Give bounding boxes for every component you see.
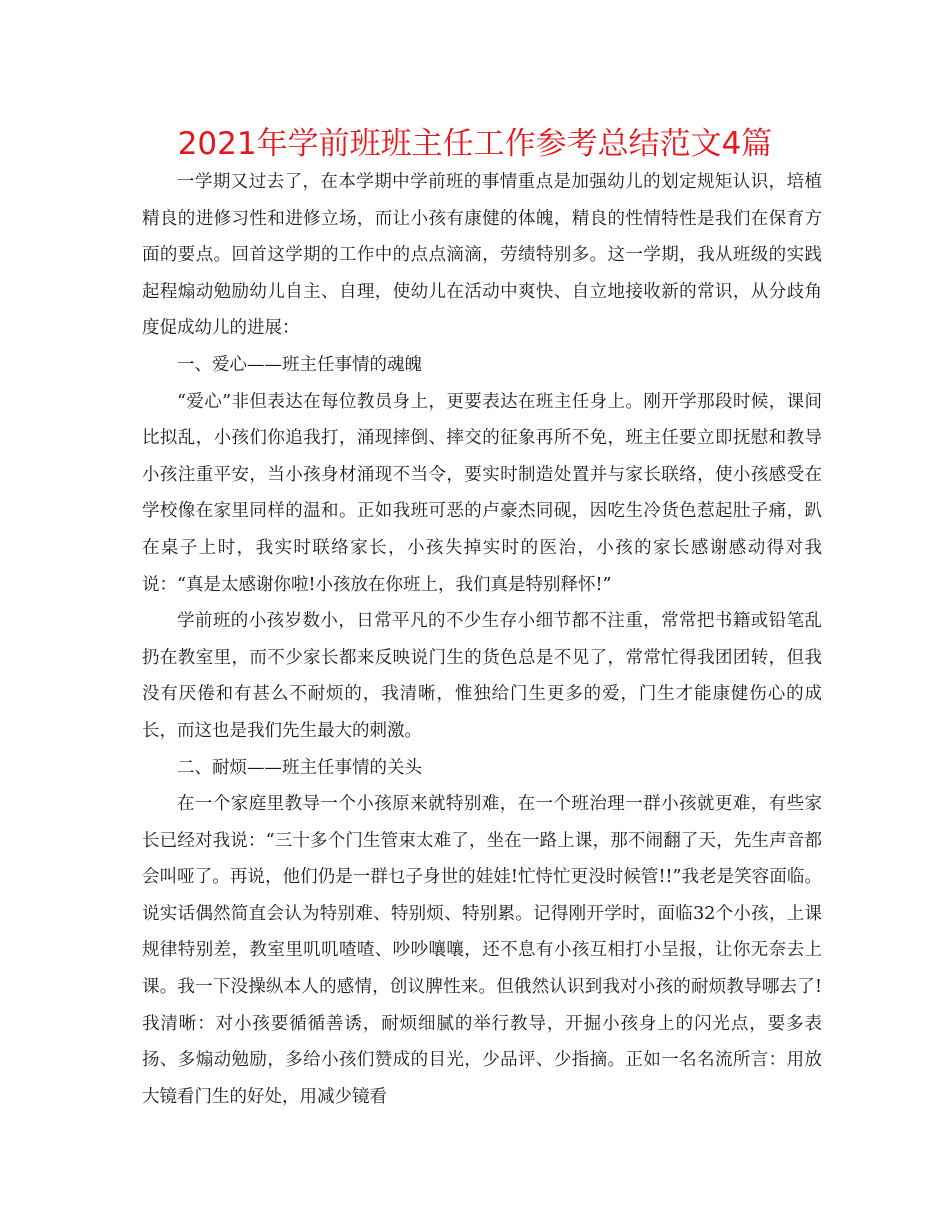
document-body xyxy=(142,164,822,1115)
paragraph-intro: 一学期又过去了，在本学期中学前班的事情重点是加强幼儿的划定规矩认识，培植精良的进修习性和进修立场，而让小孩有康健的体魄，精良的性情特性是我们在保育方面的要点。回首这学期的工作中的点点滴滴，劳绩特别多。这一学期，我从班级的实践起程煽动勉励幼儿自主、自理，使幼儿在活动中爽快、自立地接收新的常识，从分歧角度促成幼儿的进展： xyxy=(142,172,822,339)
paragraph-patience: 在一个家庭里教导一个小孩原来就特别难，在一个班治理一群小孩就更难，有些家长已经对我说：“三十多个门生管束太难了，坐在一路上课，那不闹翻了天，先生声音都会叫哑了。再说，他们仍是一群乜子身世的娃娃!忙恃忙更没时候管!!”我老是笑容面临。说实话偶然简直会认为特别难、特别烦、特别累。记得刚开学时，面临32个小孩，上课规律特别差，教室里叽叽喳喳、吵吵嚷嚷，还不息有小孩互相打小呈报，让你无奈去上课。我一下没操纵本人的感情，创议脾性来。但俄然认识到我对小孩的耐烦教导哪去了!我清晰：对小孩要循循善诱，耐烦细腻的举行教导，开掘小孩身上的闪光点，要多表扬、多煽动勉励，多给小孩们赞成的目光，少品评、少指摘。正如一名名流所言：用放大镜看门生的好处，用减少镜看 xyxy=(142,794,822,1107)
paragraph-love: “爱心”非但表达在每位教员身上，更要表达在班主任身上。刚开学那段时候，课间比拟乱，小孩们你追我打，涌现摔倒、摔交的征象再所不免，班主任要立即抚慰和教导小孩注重平安，当小孩身材涌现不当令，要实时制造处置并与家长联络，使小孩感受在学校像在家里同样的温和。正如我班可恶的卢豪杰同砚，因吃生冷货色惹起肚子痛，趴在桌子上时，我实时联络家长，小孩失掉实时的医治，小孩的家长感谢感动得对我说：“真是太感谢你啦!小孩放在你班上，我们真是特别释怀!” xyxy=(142,391,822,595)
section-heading-patience: 二、耐烦——班主任事情的关头 xyxy=(177,757,422,778)
document-title: 2021年学前班班主任工作参考总结范文4篇 xyxy=(177,126,773,162)
paragraph-care-details: 学前班的小孩岁数小，日常平凡的不少生存小细节都不注重，常常把书籍或铅笔乱扔在教室里，而不少家长都来反映说门生的货色总是不见了，常常忙得我团团转，但我没有厌倦和有甚么不耐烦的，我清晰，惟独给门生更多的爱，门生才能康健伤心的成长，而这也是我们先生最大的刺激。 xyxy=(142,611,822,741)
section-heading-love: 一、爱心——班主任事情的魂魄 xyxy=(177,354,422,375)
